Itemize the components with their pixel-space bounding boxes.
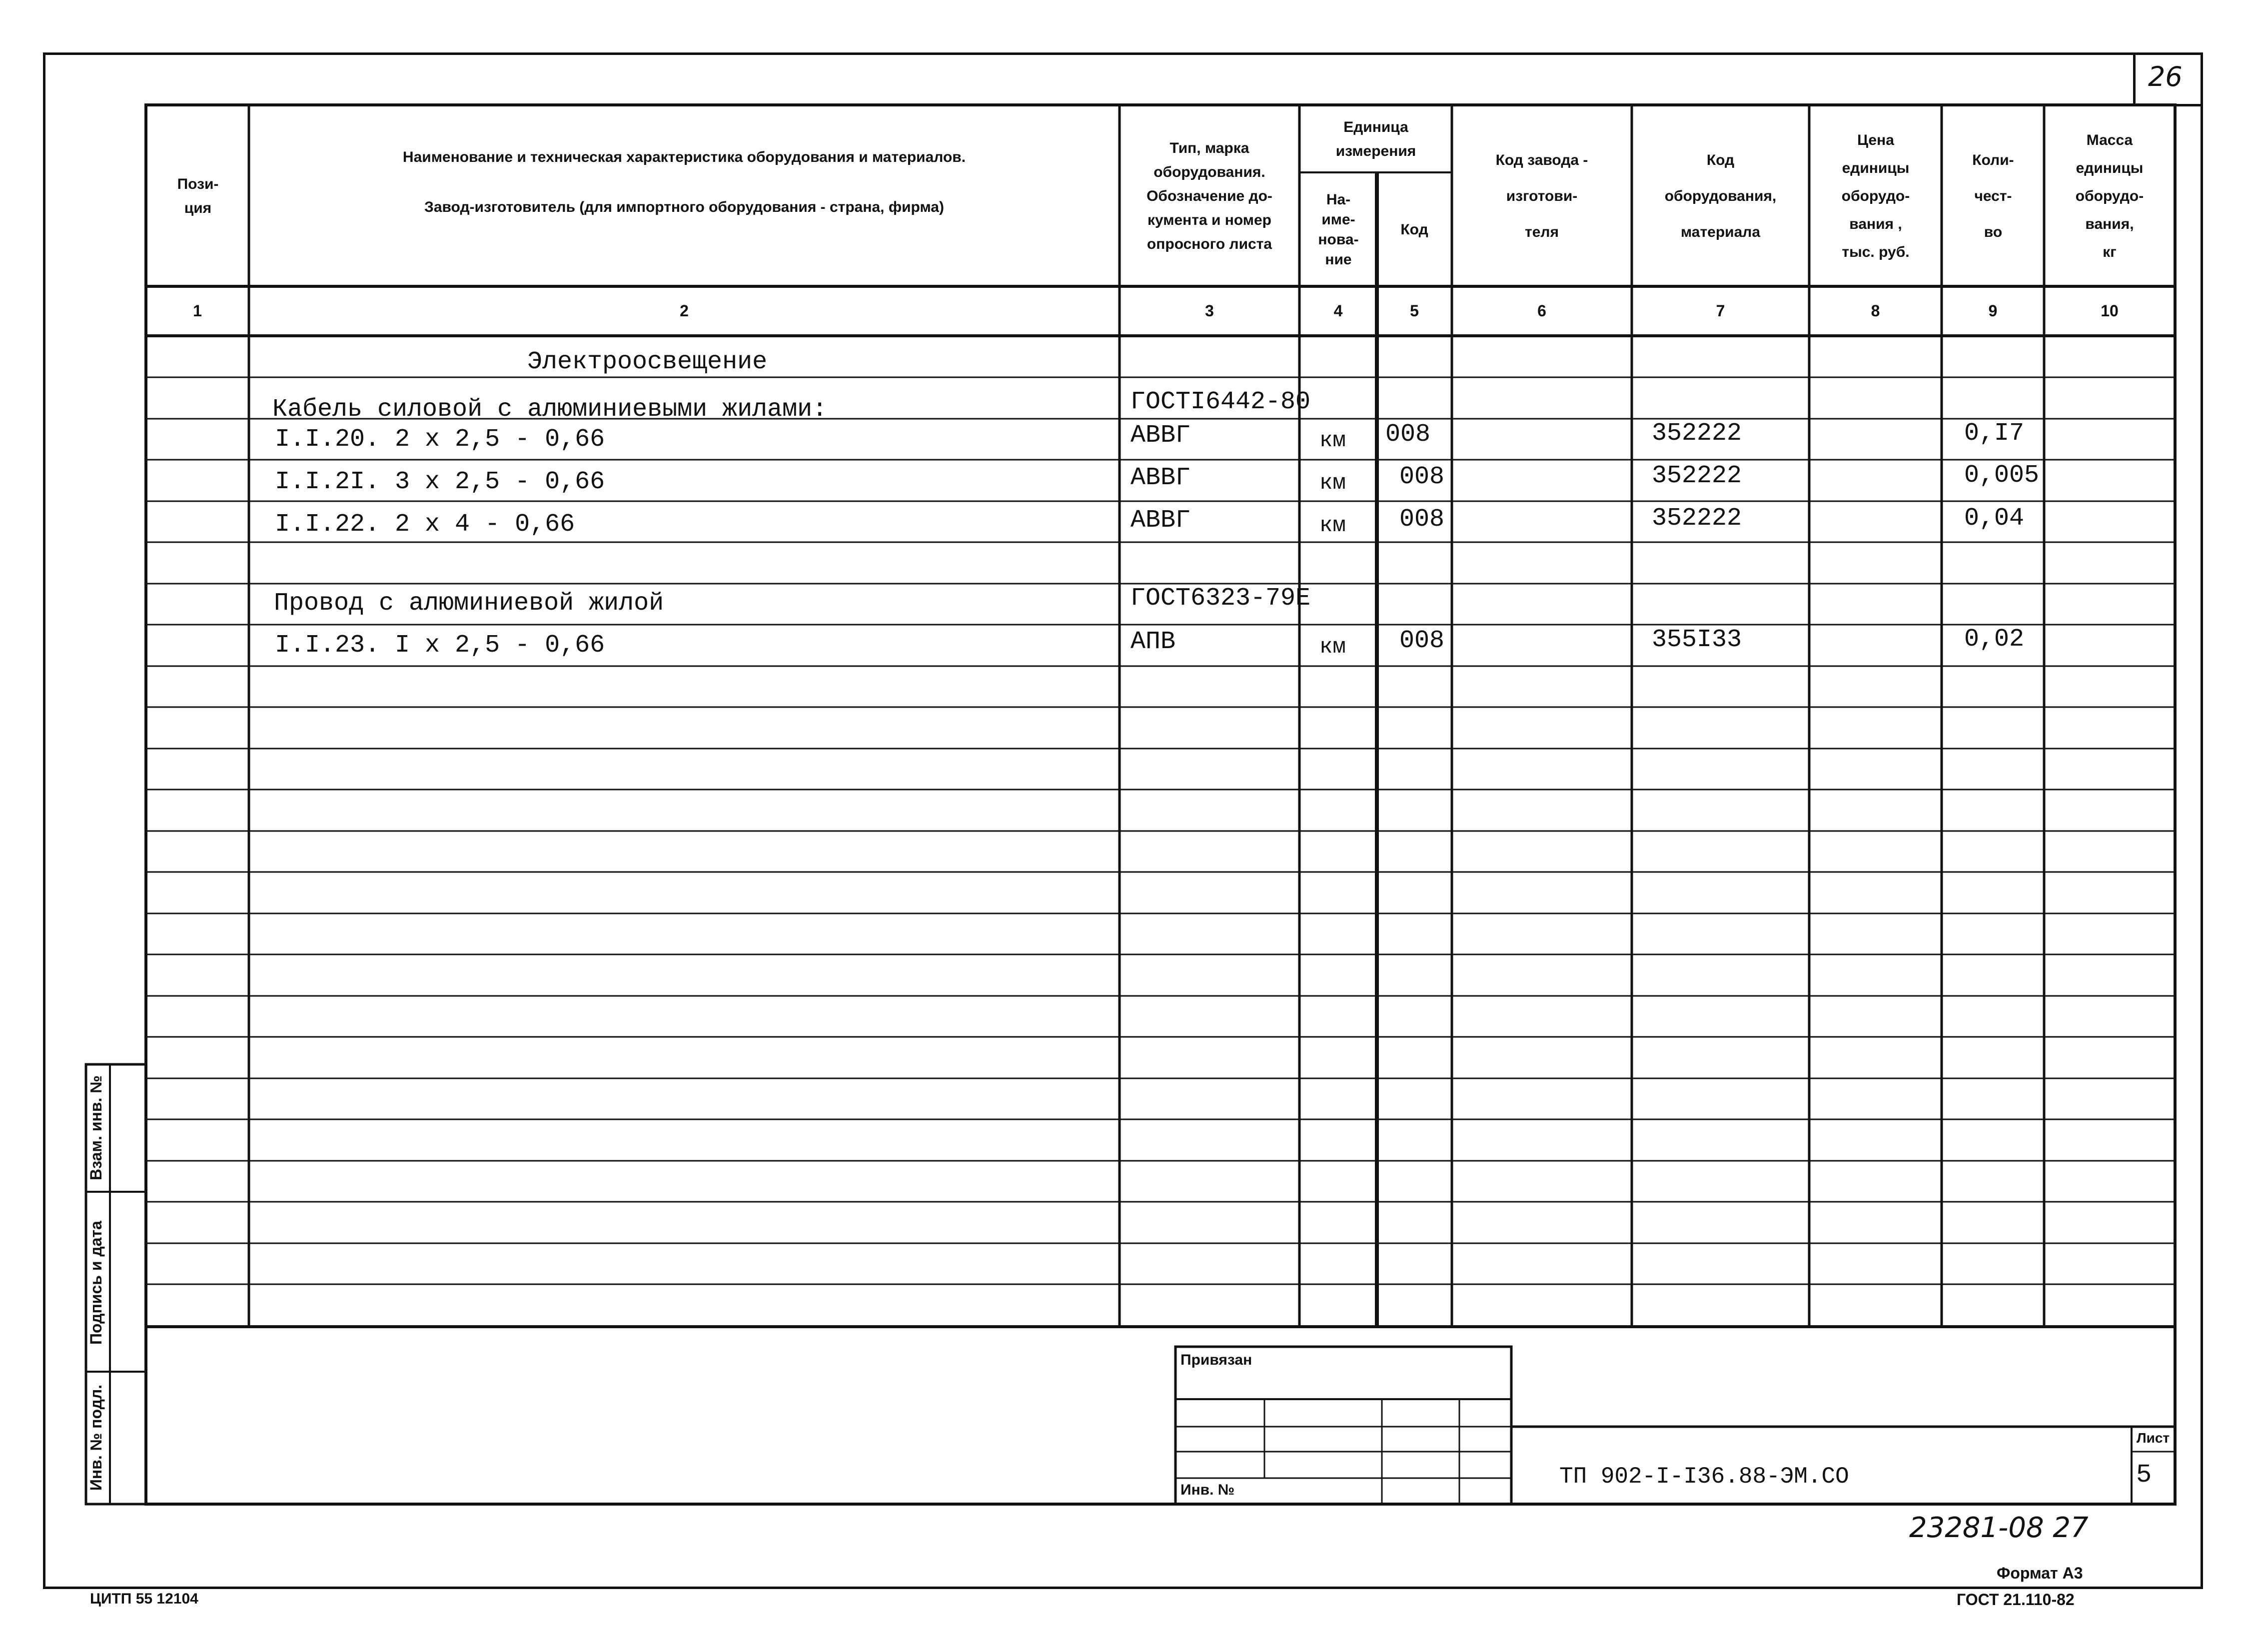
row-unit-code: 008	[1399, 463, 1445, 491]
document-code: ТП 902-I-I36.88-ЭМ.СО	[1559, 1464, 1849, 1490]
list-number: 5	[2136, 1460, 2152, 1490]
header-name-line2: Завод-изготовитель (для импортного оборудования - страна, фирма)	[424, 199, 944, 215]
row-unit-code: 008	[1399, 505, 1445, 534]
header-type: Тип, марка оборудования. Обозначение до- кумента и номер опросного листа	[1146, 139, 1272, 252]
header-position: Пози- ция	[177, 175, 219, 216]
sheet-corner-number: 26	[2148, 61, 2183, 92]
header-unit-name: На- име- нова- ние	[1318, 191, 1359, 268]
row-type: ГОСТ6323-79Е	[1130, 584, 1311, 613]
stamp-vzam-inv: Взам. инв. №	[87, 1075, 105, 1180]
list-label: Лист	[2137, 1430, 2170, 1446]
row-quantity: 0,02	[1964, 625, 2025, 654]
row-unit: км	[1319, 428, 1346, 453]
row-name: I.I.22. 2 x 4 - 0,66	[275, 510, 575, 539]
row-unit: км	[1319, 635, 1346, 660]
header-factory-code: Код завода - изготови- теля	[1495, 151, 1588, 240]
row-type: ГОСТI6442-80	[1130, 388, 1311, 416]
row-quantity: 0,I7	[1964, 419, 2025, 448]
row-equipment-code: 352222	[1652, 462, 1742, 490]
row-name: Провод с алюминиевой жилой	[274, 589, 664, 618]
row-equipment-code: 355I33	[1652, 626, 1742, 654]
ctip-label: ЦИТП 55 12104	[90, 1591, 198, 1607]
row-equipment-code: 352222	[1652, 419, 1742, 448]
section-heading: Электроосвещение	[527, 348, 768, 376]
row-type: АВВГ	[1130, 421, 1191, 450]
handwritten-code: 23281-08 27	[1909, 1512, 2089, 1544]
header-name-line1: Наименование и техническая характеристика оборудования и материалов.	[402, 149, 966, 165]
header-unit-group: Единица измерения	[1335, 119, 1416, 159]
stamp-inv-podl: Инв. № подл.	[87, 1384, 105, 1491]
format-label: Формат А3	[1997, 1564, 2083, 1582]
header-quantity: Коли- чест- во	[1972, 151, 2014, 240]
header-equipment-code: Код оборудования, материала	[1664, 151, 1777, 240]
column-number-3: 3	[1205, 302, 1214, 320]
gost-label: ГОСТ 21.110-82	[1957, 1591, 2075, 1609]
column-number-10: 10	[2101, 302, 2119, 320]
column-number-6: 6	[1537, 302, 1546, 320]
row-name: I.I.23. I x 2,5 - 0,66	[275, 631, 605, 660]
row-unit: км	[1319, 513, 1346, 538]
column-number-9: 9	[1988, 302, 1998, 320]
row-unit: км	[1319, 471, 1346, 496]
row-type: АВВГ	[1130, 464, 1191, 492]
column-number-4: 4	[1333, 302, 1343, 320]
column-number-8: 8	[1871, 302, 1880, 320]
row-quantity: 0,04	[1964, 504, 2025, 533]
column-number-1: 1	[193, 302, 202, 320]
stamp-podpis-data: Подпись и дата	[87, 1221, 105, 1345]
row-name: Кабель силовой с алюминиевыми жилами:	[272, 395, 828, 424]
row-type: АВВГ	[1130, 506, 1191, 535]
header-unit-code: Код	[1400, 221, 1428, 238]
row-unit-code: 008	[1399, 627, 1445, 655]
column-number-7: 7	[1716, 302, 1725, 320]
header-mass: Масса единицы оборудо- вания, кг	[2075, 131, 2144, 260]
column-number-5: 5	[1410, 302, 1419, 320]
row-type: АПВ	[1130, 628, 1176, 656]
inv-no-label: Инв. №	[1180, 1482, 1235, 1498]
row-name: I.I.20. 2 x 2,5 - 0,66	[275, 425, 605, 454]
privyazan-label: Привязан	[1180, 1352, 1252, 1368]
row-quantity: 0,005	[1964, 461, 2040, 490]
header-price: Цена единицы оборудо- вания , тыс. руб.	[1841, 131, 1910, 260]
column-number-2: 2	[680, 302, 689, 320]
row-unit-code: 008	[1385, 420, 1431, 449]
row-name: I.I.2I. 3 x 2,5 - 0,66	[275, 468, 605, 496]
row-equipment-code: 352222	[1652, 504, 1742, 533]
